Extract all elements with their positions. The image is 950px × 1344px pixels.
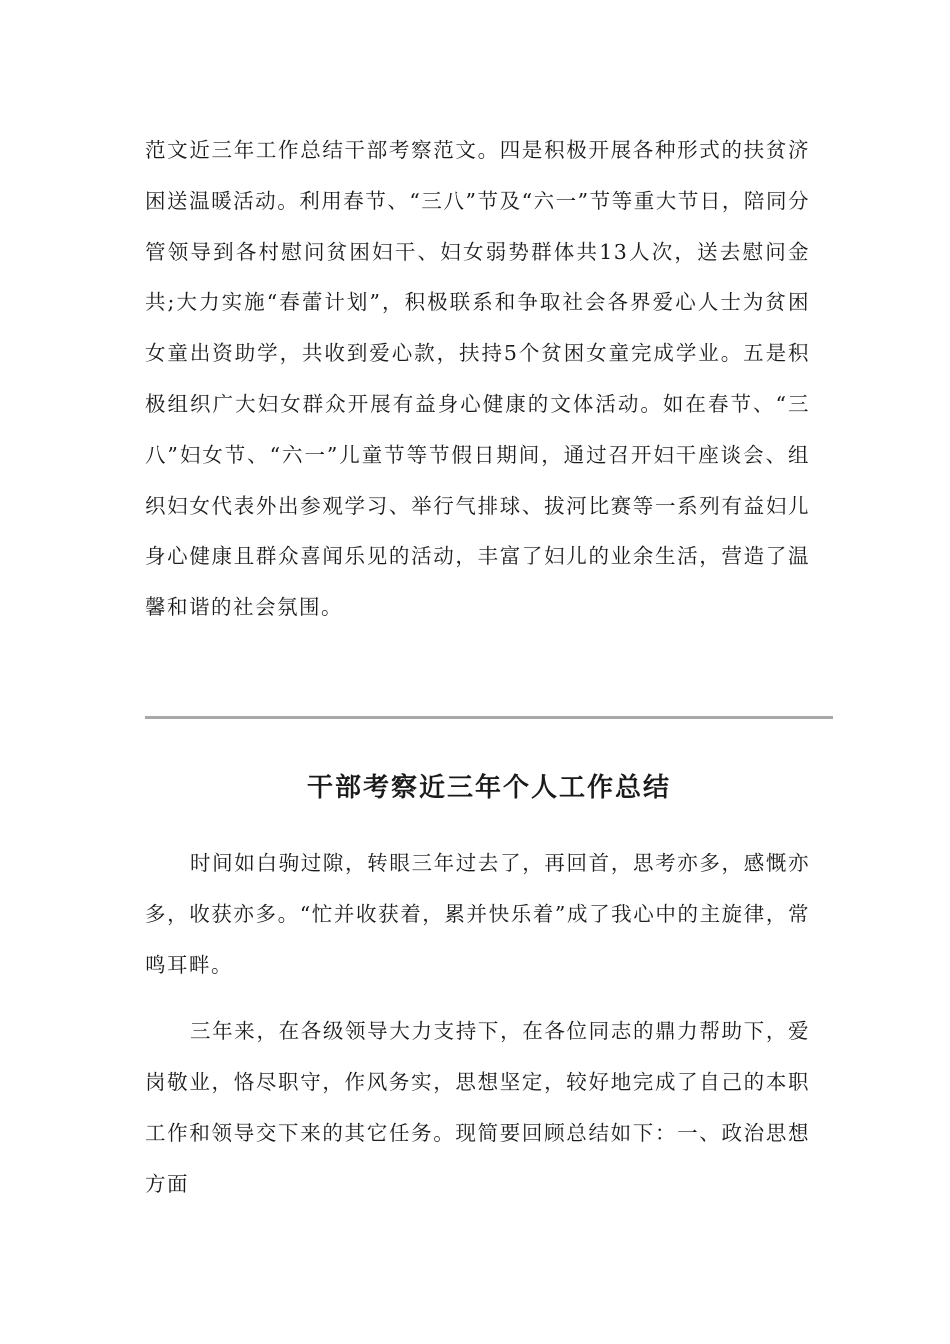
section-divider <box>145 716 833 719</box>
body-paragraph-2: 三年来，在各级领导大力支持下，在各位同志的鼎力帮助下，爱岗敬业，恪尽职守，作风务实，思想坚定，较好地完成了自己的本职工作和领导交下来的其它任务。现简要回顾总结如下：一、政治思想方面 <box>145 1019 810 1196</box>
intro-paragraph: 范文近三年工作总结干部考察范文。四是积极开展各种形式的扶贫济困送温暖活动。利用春节、“三八”节及“六一”节等重大节日，陪同分管领导到各村慰问贫困妇干、妇女弱势群体共13人次，送去慰问金共;大力实施“春蕾计划”，积极联系和争取社会各界爱心人士为贫困女童出资助学，共收到爱心款，扶持5个贫困女童完成学业。五是积极组织广大妇女群众开展有益身心健康的文体活动。如在春节、“三八”妇女节、“六一”儿童节等节假日期间，通过召开妇干座谈会、组织妇女代表外出参观学习、举行气排球、拔河比赛等一系列有益妇儿身心健康且群众喜闻乐见的活动，丰富了妇儿的业余生活，营造了温馨和谐的社会氛围。 <box>145 138 810 620</box>
section-title: 干部考察近三年个人工作总结 <box>306 773 671 803</box>
body-paragraph-1: 时间如白驹过隙，转眼三年过去了，再回首，思考亦多，感慨亦多，收获亦多。“忙并收获着，累并快乐着”成了我心中的主旋律，常鸣耳畔。 <box>145 851 810 977</box>
